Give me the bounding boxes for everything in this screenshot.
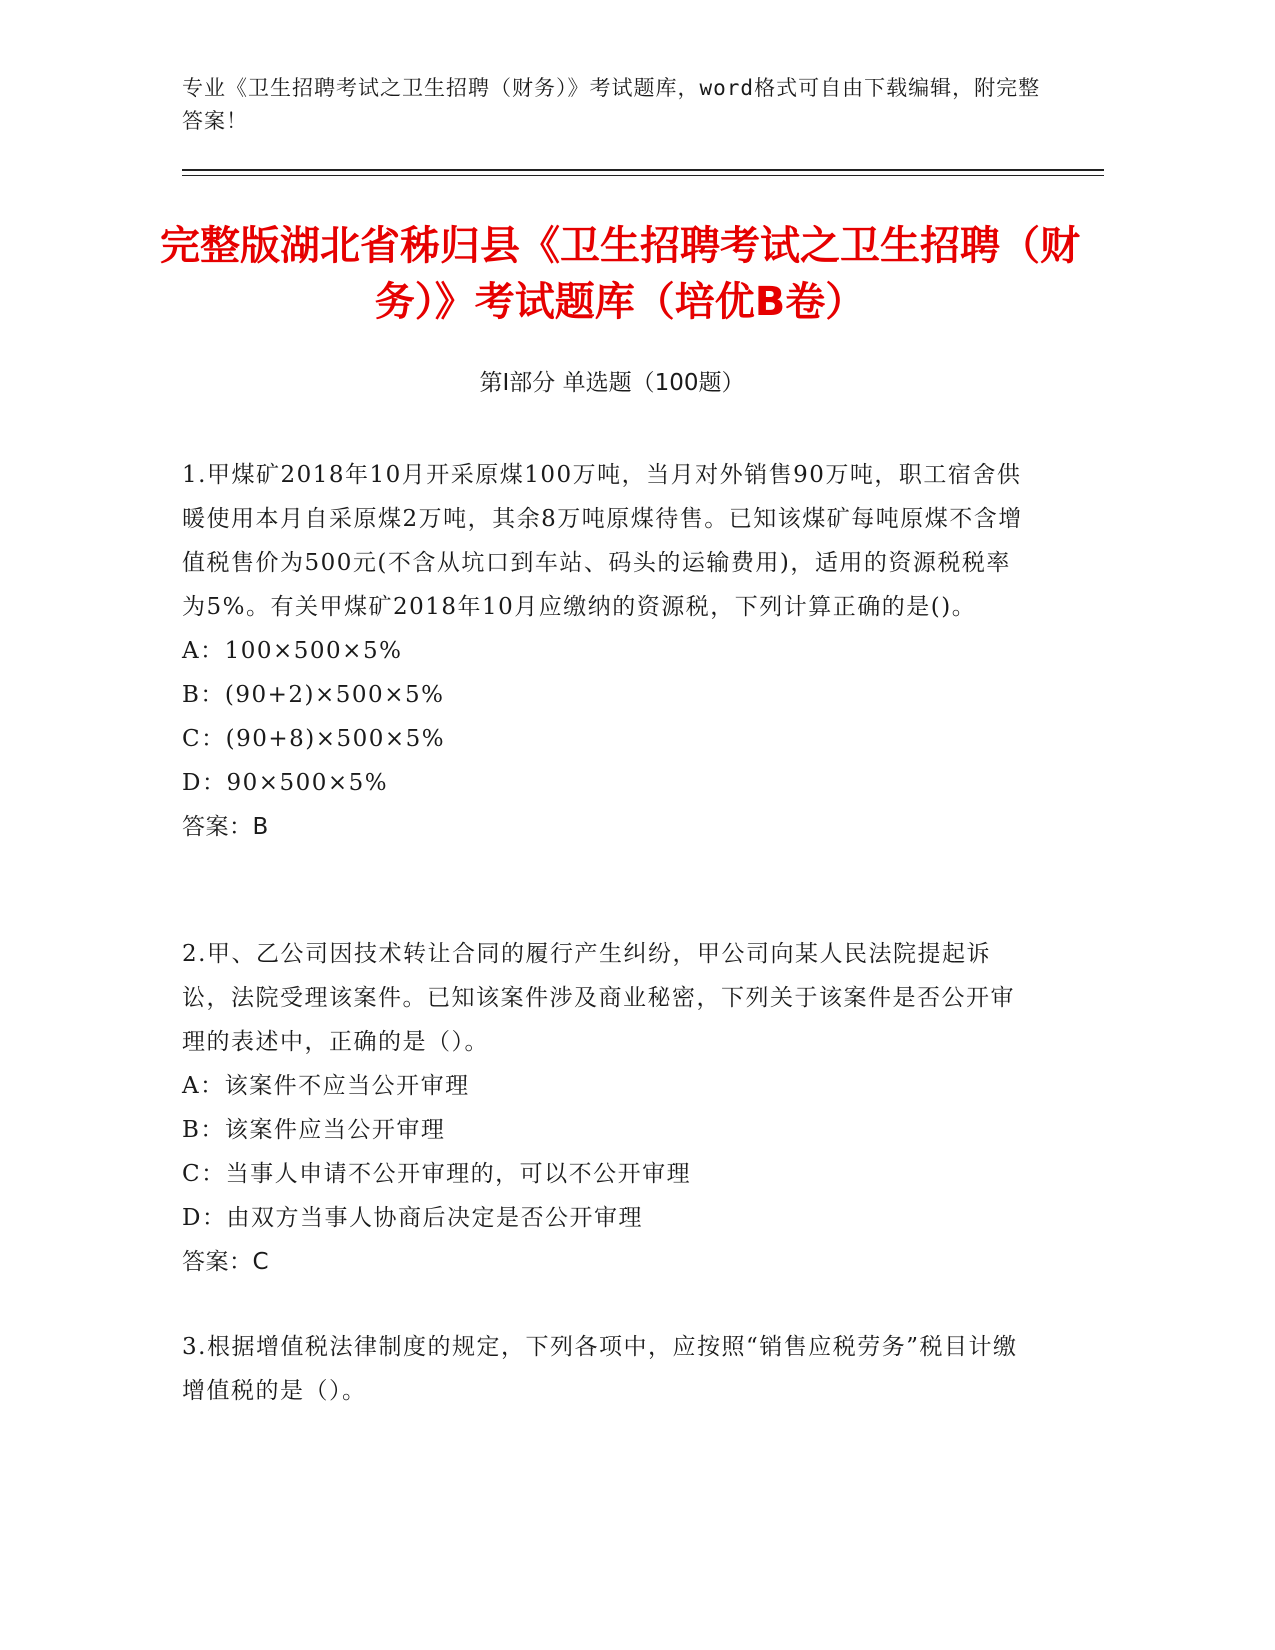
question-3 [182, 1325, 1032, 1413]
header-divider-thick [182, 169, 1104, 171]
option-c: C：(90+8)×500×5% [182, 726, 446, 752]
header-divider-thin [182, 175, 1104, 176]
option-b: B：该案件应当公开审理 [182, 1117, 446, 1143]
document-title: 完整版湖北省秭归县《卫生招聘考试之卫生招聘（财务）》考试题库（培优B卷） [160, 223, 1080, 325]
option-b: B：(90+2)×500×5% [182, 682, 445, 708]
option-d: D：90×500×5% [182, 770, 389, 796]
question-stem: 1.甲煤矿2018年10月开采原煤100万吨，当月对外销售90万吨，职工宿舍供暖使用本月自采原煤2万吨，其余8万吨原煤待售。已知该煤矿每吨原煤不含增值税售价为500元(不含从坑口到车站、码头的运输费用)，适用的资源税税率为5%。有关甲煤矿2018年10月应缴纳的资源税，下列计算正确的是()。 [182, 462, 1023, 620]
answer: 答案：B [182, 814, 269, 840]
option-d: D：由双方当事人协商后决定是否公开审理 [182, 1205, 643, 1231]
question-1 [182, 453, 1032, 849]
option-a: A：100×500×5% [182, 638, 403, 664]
option-a: A：该案件不应当公开审理 [182, 1073, 470, 1099]
section-title: 第Ⅰ部分 单选题（100题） [479, 370, 745, 396]
question-2 [182, 932, 1032, 1284]
option-c: C：当事人申请不公开审理的，可以不公开审理 [182, 1161, 692, 1187]
answer: 答案：C [182, 1249, 270, 1275]
question-stem: 3.根据增值税法律制度的规定，下列各项中，应按照“销售应税劳务”税目计缴增值税的是（）。 [182, 1334, 1018, 1404]
question-stem: 2.甲、乙公司因技术转让合同的履行产生纠纷，甲公司向某人民法院提起诉讼，法院受理该案件。已知该案件涉及商业秘密，下列关于该案件是否公开审理的表述中，正确的是（）。 [182, 941, 1015, 1055]
header-note: 专业《卫生招聘考试之卫生招聘（财务）》考试题库，word格式可自由下载编辑，附完整答案！ [182, 76, 1041, 133]
